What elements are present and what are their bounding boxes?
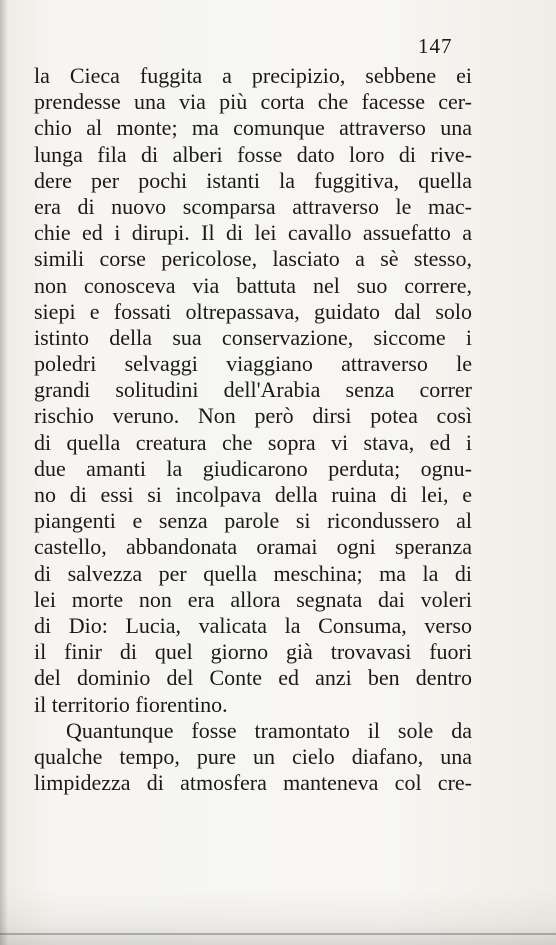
text-line: la Cieca fuggita a precipizio, sebbene ei	[34, 63, 472, 88]
text-line: no di essi si incolpava della ruina di lei, e	[34, 482, 472, 507]
binding-shadow	[0, 0, 8, 945]
text-line: di salvezza per quella meschina; ma la di	[34, 560, 472, 586]
text-line: di Dio: Lucia, valicata la Consuma, verso	[34, 612, 472, 638]
text-line: Quantunque fosse tramontato il sole da	[66, 717, 472, 743]
text-line: grandi solitudini dell'Arabia senza correr	[34, 377, 472, 403]
text-line: rischio veruno. Non però dirsi potea così	[34, 403, 472, 429]
text-line: prendesse una via più corta che facesse cer-	[34, 89, 472, 115]
text-line: di quella creatura che sopra vi stava, ed i	[34, 429, 472, 455]
text-line: limpidezza di atmosfera manteneva col cre-	[34, 770, 472, 796]
text-line: dere per pochi istanti la fuggitiva, quella	[34, 167, 472, 193]
text-line: castello, abbandonata oramai ogni speranza	[34, 534, 472, 560]
body-text	[34, 63, 472, 796]
text-line: era di nuovo scomparsa attraverso le mac-	[34, 193, 472, 219]
text-line: qualche tempo, pure un cielo diafano, una	[34, 743, 472, 769]
text-line: del dominio del Conte ed anzi ben dentro	[34, 665, 472, 691]
text-line: chio al monte; ma comunque attraverso una	[34, 115, 472, 141]
text-line: simili corse pericolose, lasciato a sè stesso,	[34, 246, 472, 272]
text-line: poledri selvaggi viaggiano attraverso le	[34, 351, 472, 377]
text-line: chie ed i dirupi. Il di lei cavallo assuefatto a	[34, 220, 472, 246]
text-line: lunga fila di alberi fosse dato loro di rive-	[34, 141, 472, 167]
text-line: siepi e fossati oltrepassava, guidato dal solo	[34, 298, 472, 324]
page-bottom-edge	[0, 890, 556, 945]
text-line: non conosceva via battuta nel suo correre,	[34, 272, 472, 298]
text-line: due amanti la giudicarono perduta; ognu-	[34, 455, 472, 481]
text-line: il territorio fiorentino.	[34, 691, 228, 717]
text-line: istinto della sua conservazione, siccome i	[34, 324, 472, 350]
text-line: piangenti e senza parole si ricondussero al	[34, 508, 472, 534]
text-line: lei morte non era allora segnata dai voleri	[34, 586, 472, 612]
text-line: il finir di quel giorno già trovavasi fuori	[34, 639, 472, 665]
page-number: 147	[418, 34, 453, 58]
